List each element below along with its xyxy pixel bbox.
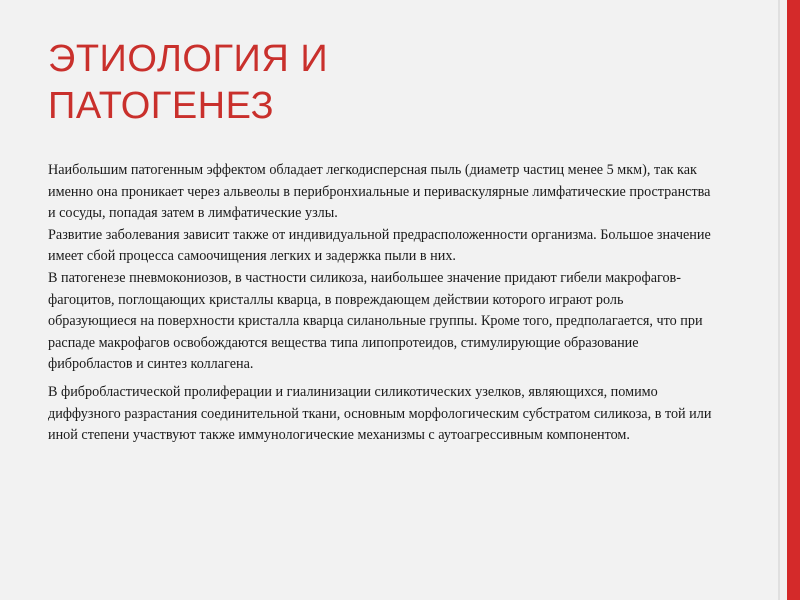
title-line-2: ПАТОГЕНЕЗ (48, 85, 275, 127)
paragraph-2: Развитие заболевания зависит также от индивидуальной предрасположенности организма. Большое значение имеет сбой процесса самоочищения легких и задержка пыли в них. (48, 226, 711, 265)
slide-title (48, 36, 668, 130)
paragraph-4: В фибробластической пролиферации и гиалинизации силикотических узелков, являющихся, помимо диффузного разрастания соединительной ткани, основным морфологическим субстратом силикоза, в той или иной степени участвуют также иммунологические механизмы с аутоагрессивным компонентом. (48, 383, 712, 444)
title-line-1: ЭТИОЛОГИЯ И (48, 38, 329, 80)
paragraph-1: Наибольшим патогенным эффектом обладает легкодисперсная пыль (диаметр частиц менее 5 мкм), так как именно она проникает через альвеолы в перибронхиальные и периваскулярные лимфатические пространства и сосуды, попадая затем в лимфатические узлы. (48, 162, 711, 222)
divider-line (778, 0, 780, 600)
slide-body (48, 160, 712, 447)
paragraph-3: В патогенезе пневмокониозов, в частности силикоза, наибольшее значение придают гибели макрофагов-фагоцитов, поглощающих кристаллы кварца, в повреждающем действии которого играют роль образующиеся на поверхности кристалла кварца силанольные группы. Кроме того, предполагается, что при распаде макрофагов освобождаются вещества типа липопротеидов, стимулирующие образование фибробластов и синтез коллагена. (48, 269, 703, 373)
accent-bar (787, 0, 800, 600)
